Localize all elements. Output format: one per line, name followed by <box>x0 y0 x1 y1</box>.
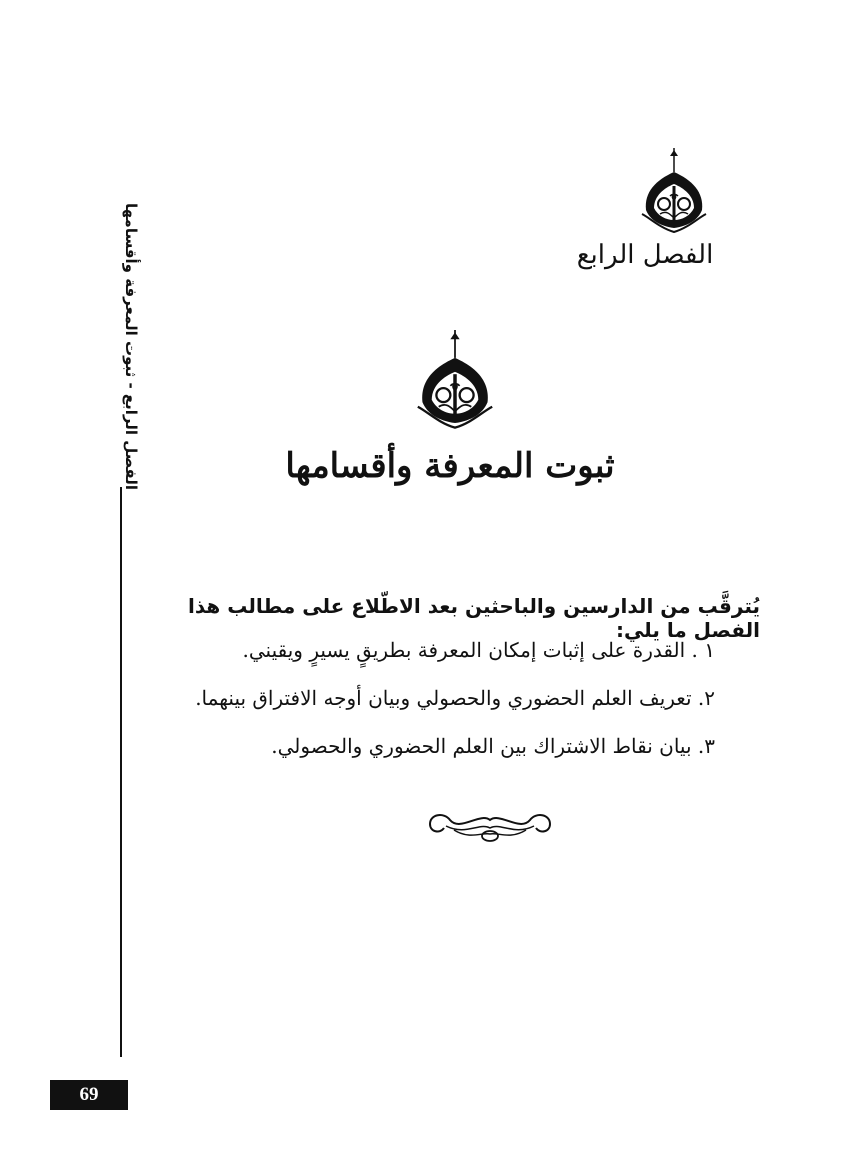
arabesque-dome-icon <box>412 330 498 430</box>
objective-item: ٢. تعريف العلم الحضوري والحصولي وبيان أوجه الافتراق بينهما. <box>195 686 715 710</box>
side-rule <box>120 487 122 1057</box>
flourish-divider-icon <box>420 806 560 846</box>
objective-item: ٣. بيان نقاط الاشتراك بين العلم الحضوري والحصولي. <box>271 734 715 758</box>
chapter-title: ثبوت المعرفة وأقسامها <box>285 446 615 486</box>
objectives-list <box>150 632 715 776</box>
intro-text: يُترقَّب من الدارسين والباحثين بعد الاطّلاع على مطالب هذا الفصل ما يلي: <box>188 594 760 642</box>
arabesque-dome-icon <box>640 148 708 234</box>
running-header: الفصل الرابع - ثبوت المعرفة وأقسامها <box>122 203 140 490</box>
chapter-label: الفصل الرابع <box>576 240 714 270</box>
page-number: 69 <box>50 1080 128 1110</box>
objective-item: ١ . القدرة على إثبات إمكان المعرفة بطريقٍ يسيرٍ ويقيني. <box>242 638 715 662</box>
